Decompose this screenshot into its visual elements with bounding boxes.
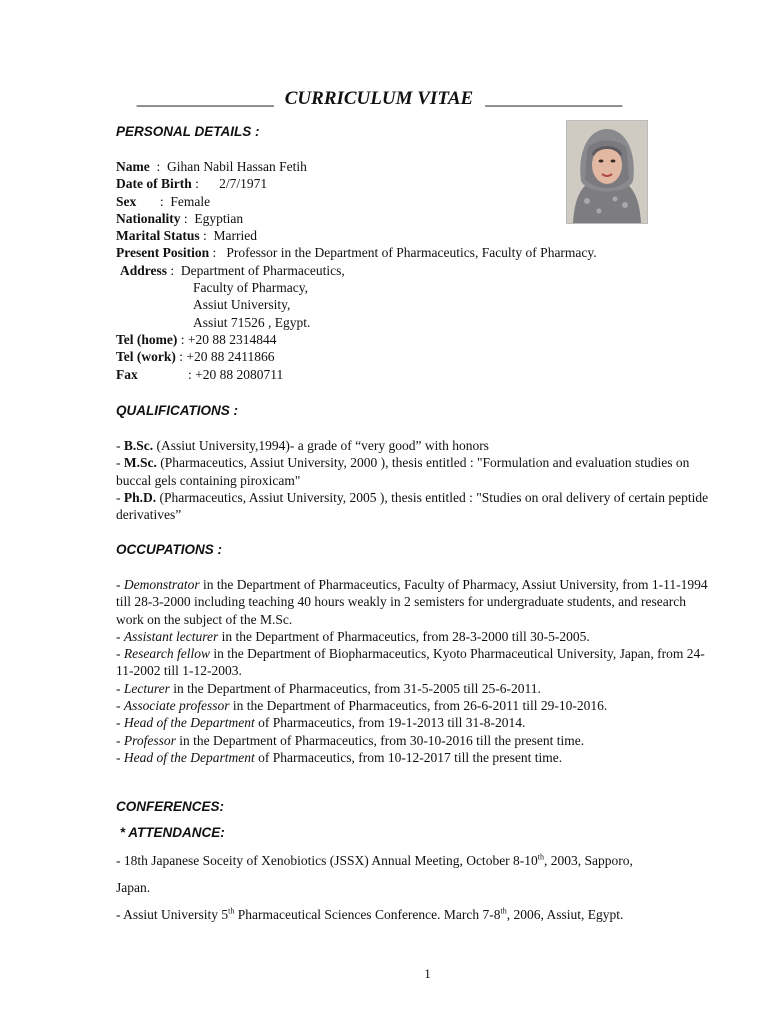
dob-value: 2/7/1971: [219, 176, 268, 192]
dob-label: Date of Birth: [116, 176, 192, 192]
conference-sup: th: [228, 906, 235, 916]
conference-text: , 2006, Assiut, Egypt.: [506, 907, 624, 922]
marital-value: Married: [213, 228, 257, 244]
marital-label: Marital Status: [116, 228, 200, 244]
occupations-heading: OCCUPATIONS :: [116, 542, 222, 557]
qualification-text: (Assiut University,1994)- a grade of “very good” with honors: [153, 438, 489, 453]
name-row: [116, 158, 716, 175]
sex-value: Female: [170, 193, 211, 209]
occupation-role: Lecturer: [123, 680, 170, 696]
address-label: Address: [120, 262, 168, 278]
nationality-row: [116, 210, 716, 227]
occupation-text: in the Department of Pharmaceutics, from 30-10-2016 till the present time.: [175, 732, 585, 748]
document-title: [116, 88, 642, 110]
occupation-item: [116, 576, 716, 628]
occupation-prefix: -: [116, 732, 124, 748]
dob-sep: :: [191, 176, 220, 192]
occupation-item: [116, 697, 716, 714]
tel-home-row: [116, 331, 716, 348]
qualification-prefix: -: [116, 489, 124, 505]
occupation-text: in the Department of Biopharmaceutics, Kyoto Pharmaceutical University, Japan, from 24-11-2002 till 1-12-2003.: [116, 646, 705, 679]
occupation-text: in the Department of Pharmaceutics, Faculty of Pharmacy, Assiut University, from 1-11-1994 till 28-3-2000 including teaching 40 hours weakly in 2 semisters for undergraduate students, and research work on the subject of the M.Sc.: [116, 577, 708, 627]
qualification-degree: Ph.D.: [123, 489, 157, 505]
occupation-prefix: -: [116, 628, 124, 644]
occupation-text: in the Department of Pharmaceutics, from 28-3-2000 till 30-5-2005.: [218, 628, 590, 644]
tel-home-label: Tel (home): [116, 331, 178, 347]
occupation-role: Associate professor: [123, 698, 230, 714]
fax-row: [116, 366, 716, 383]
occupation-item: [116, 714, 716, 731]
conference-item-cont: Japan.: [116, 880, 151, 895]
name-sep: :: [149, 159, 168, 174]
conference-text: , 2003, Sapporo,: [544, 853, 633, 868]
qualifications-list: [116, 437, 716, 523]
qualification-text: (Pharmaceutics, Assiut University, 2005 ), thesis entitled : "Studies on oral delivery of certain peptide derivatives”: [116, 489, 709, 523]
address-line-1: Department of Pharmaceutics,: [180, 262, 345, 278]
dob-row: [116, 175, 716, 192]
occupation-prefix: -: [116, 577, 124, 592]
occupation-text: in the Department of Pharmaceutics, from 31-5-2005 till 25-6-2011.: [169, 680, 541, 696]
conference-text: - Assiut University 5: [116, 907, 229, 922]
address-row: [116, 262, 716, 279]
tel-work-value: : +20 88 2411866: [175, 349, 275, 365]
qualifications-heading: QUALIFICATIONS :: [116, 403, 238, 418]
qualification-item: [116, 437, 716, 454]
name-value: Gihan Nabil Hassan Fetih: [167, 159, 307, 174]
qualification-prefix: -: [116, 455, 124, 471]
conference-sup: th: [500, 906, 507, 916]
tel-work-label: Tel (work): [116, 349, 176, 365]
conference-text: Pharmaceutical Sciences Conference. March 7-8: [234, 907, 501, 922]
address-line-2: Faculty of Pharmacy,: [193, 280, 308, 296]
sex-label: Sex: [116, 193, 137, 209]
occupation-item: [116, 628, 716, 645]
occupation-role: Head of the Department: [123, 715, 255, 731]
personal-details: [116, 158, 716, 383]
title-left-rule: ________________: [136, 88, 273, 109]
personal-details-heading: PERSONAL DETAILS :: [116, 124, 260, 139]
conference-item: [116, 852, 716, 869]
occupation-role: Professor: [123, 732, 176, 748]
title-right-rule: ________________: [485, 88, 622, 109]
occupation-text: of Pharmaceutics, from 19-1-2013 till 31-8-2014.: [254, 715, 526, 731]
position-sep: :: [209, 245, 227, 261]
conferences-heading: CONFERENCES:: [116, 799, 225, 814]
position-label: Present Position: [116, 245, 210, 261]
nationality-value: Egyptian: [194, 210, 244, 226]
qualification-item: [116, 489, 716, 524]
position-row: [116, 244, 716, 261]
occupation-item: [116, 732, 716, 749]
sex-row: [116, 193, 716, 210]
occupation-item: [116, 680, 716, 697]
occupation-text: in the Department of Pharmaceutics, from 26-6-2011 till 29-10-2016.: [229, 698, 608, 714]
sex-sep: :: [136, 193, 171, 209]
occupation-role: Demonstrator: [123, 577, 200, 592]
address-line-4: Assiut 71526 , Egypt.: [193, 314, 311, 330]
occupation-prefix: -: [116, 698, 124, 714]
address-sep: :: [167, 262, 181, 278]
occupation-role: Research fellow: [123, 646, 210, 662]
attendance-subheading: * ATTENDANCE:: [116, 825, 225, 840]
occupations-list: [116, 576, 716, 766]
qualification-item: [116, 454, 716, 489]
conference-item: [116, 906, 716, 923]
address-line-3: Assiut University,: [193, 297, 291, 313]
nationality-sep: :: [180, 210, 195, 226]
position-value: Professor in the Department of Pharmaceutics, Faculty of Pharmacy.: [226, 245, 597, 261]
occupation-prefix: -: [116, 646, 124, 662]
occupation-item: [116, 749, 716, 766]
conference-sup: th: [537, 852, 545, 862]
tel-work-row: [116, 348, 716, 365]
fax-label: Fax: [116, 366, 138, 382]
occupation-role: Head of the Department: [123, 749, 255, 765]
fax-value: : +20 88 2080711: [188, 366, 284, 382]
occupation-role: Assistant lecturer: [123, 628, 219, 644]
name-label: Name: [116, 159, 150, 174]
occupation-prefix: -: [116, 680, 124, 696]
qualification-text: (Pharmaceutics, Assiut University, 2000 ), thesis entitled : "Formulation and evaluation studies on buccal gels containing piroxicam": [116, 455, 690, 488]
tel-home-value: : +20 88 2314844: [177, 331, 277, 347]
occupation-prefix: -: [116, 749, 124, 765]
occupation-prefix: -: [116, 715, 124, 731]
qualification-degree: M.Sc.: [123, 455, 157, 471]
page-number: 1: [424, 966, 431, 981]
occupation-item: [116, 645, 716, 680]
conference-text: - 18th Japanese Soceity of Xenobiotics (JSSX) Annual Meeting, October 8-10: [116, 853, 538, 868]
marital-sep: :: [199, 228, 214, 244]
marital-row: [116, 227, 716, 244]
title-text: CURRICULUM VITAE: [284, 88, 474, 109]
nationality-label: Nationality: [116, 210, 181, 226]
occupation-text: of Pharmaceutics, from 10-12-2017 till the present time.: [254, 749, 563, 765]
qualification-degree: B.Sc.: [123, 438, 154, 453]
qualification-prefix: -: [116, 438, 124, 453]
